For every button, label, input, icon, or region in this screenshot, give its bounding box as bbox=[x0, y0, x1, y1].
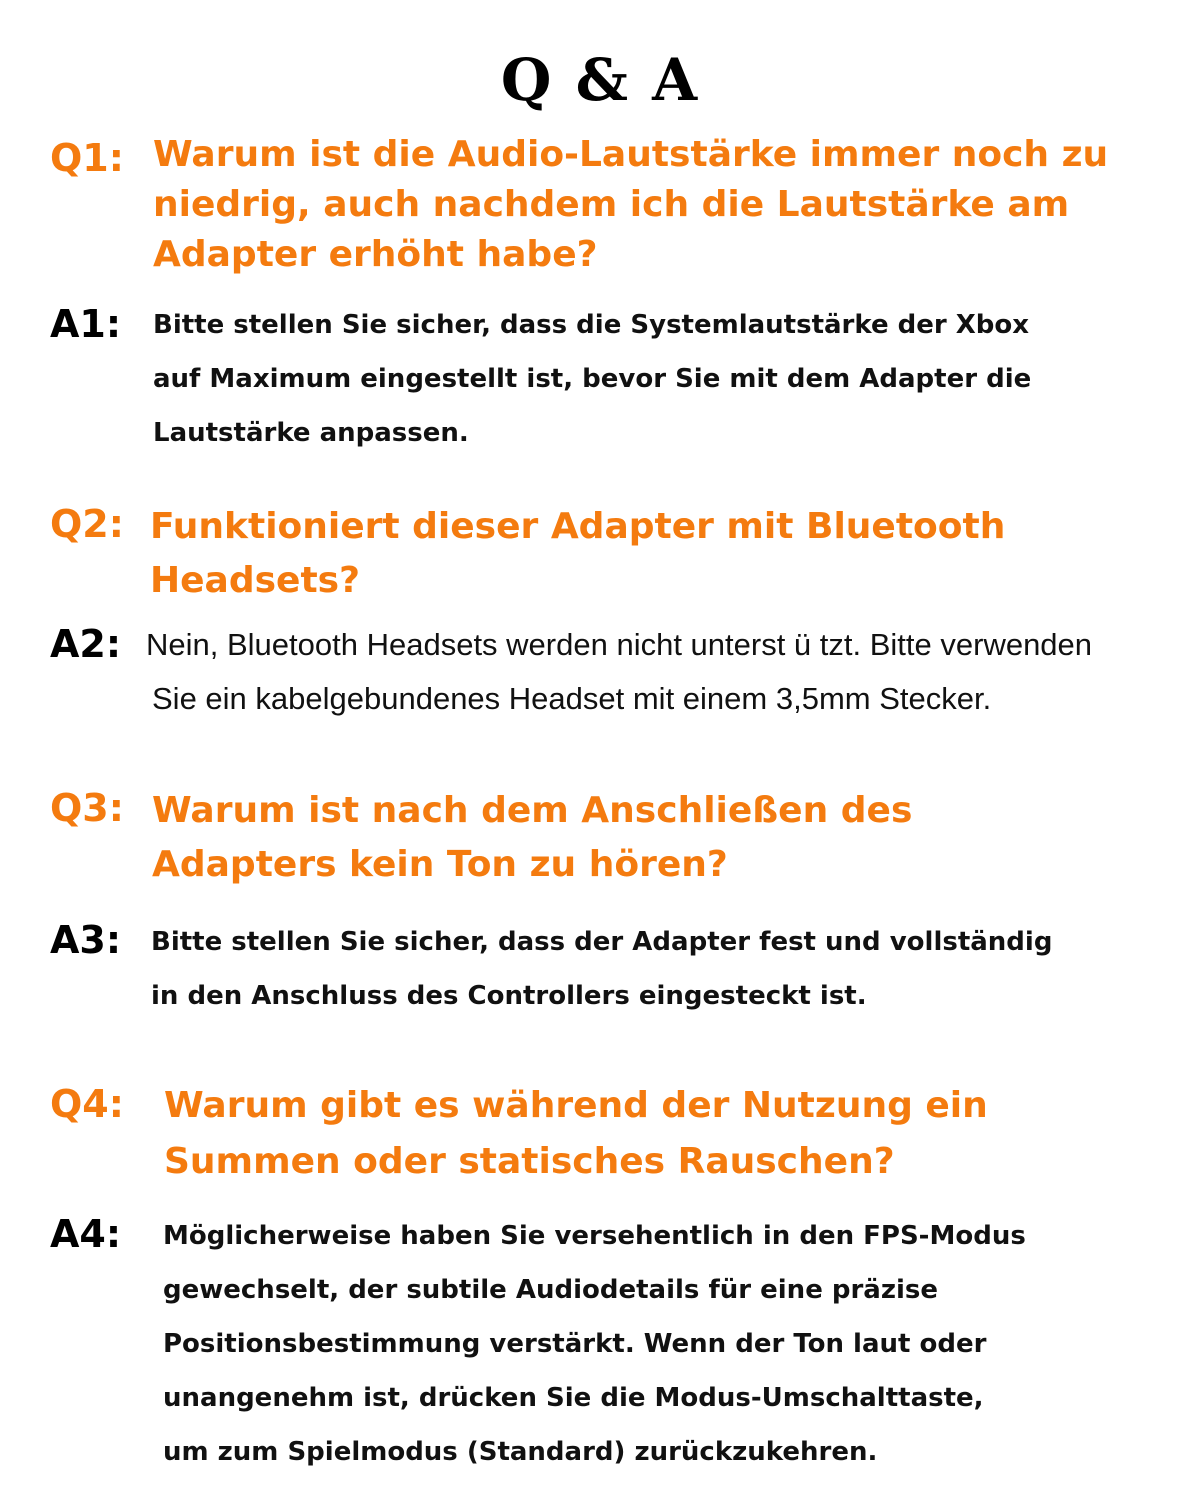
q2-question bbox=[150, 500, 1005, 608]
q2-question-line: Headsets? bbox=[150, 560, 360, 601]
a1-label: A1: bbox=[50, 302, 122, 346]
q3-question bbox=[152, 784, 912, 892]
q1-question bbox=[153, 130, 1108, 280]
q4-question-line: Summen oder statisches Rauschen? bbox=[164, 1141, 895, 1182]
a4-answer bbox=[163, 1209, 1026, 1479]
q1-label: Q1: bbox=[50, 136, 124, 180]
a3-answer-line: Bitte stellen Sie sicher, dass der Adapter fest und vollständig bbox=[151, 927, 1053, 957]
q3-question-line: Warum ist nach dem Anschließen des bbox=[152, 790, 913, 831]
a2-answer-line: Nein, Bluetooth Headsets werden nicht unterst ü tzt. Bitte verwenden bbox=[146, 627, 1093, 662]
a2-answer bbox=[146, 618, 1092, 726]
a4-answer-line: Positionsbestimmung verstärkt. Wenn der Ton laut oder bbox=[163, 1329, 987, 1359]
page-title: Q & A bbox=[500, 46, 700, 114]
q2-label: Q2: bbox=[50, 502, 124, 546]
a3-answer-line: in den Anschluss des Controllers eingesteckt ist. bbox=[151, 981, 867, 1011]
q4-label: Q4: bbox=[50, 1082, 124, 1126]
a4-answer-line: Möglicherweise haben Sie versehentlich in den FPS-Modus bbox=[163, 1221, 1026, 1251]
a3-answer bbox=[151, 915, 1052, 1023]
a2-answer-line: Sie ein kabelgebundenes Headset mit einem 3,5mm Stecker. bbox=[152, 681, 992, 716]
a1-answer-line: Bitte stellen Sie sicher, dass die Systemlautstärke der Xbox bbox=[153, 310, 1030, 340]
a4-label: A4: bbox=[50, 1212, 122, 1256]
q4-question-line: Warum gibt es während der Nutzung ein bbox=[164, 1085, 988, 1126]
q1-question-line: Adapter erhöht habe? bbox=[153, 234, 598, 275]
a3-label: A3: bbox=[50, 918, 122, 962]
a1-answer bbox=[153, 298, 1031, 460]
q2-question-line: Funktioniert dieser Adapter mit Bluetooth bbox=[150, 506, 1006, 547]
a4-answer-line: um zum Spielmodus (Standard) zurückzukehren. bbox=[163, 1437, 878, 1467]
q1-question-line: niedrig, auch nachdem ich die Lautstärke am bbox=[153, 184, 1070, 225]
a4-answer-line: gewechselt, der subtile Audiodetails für eine präzise bbox=[163, 1275, 939, 1305]
q3-question-line: Adapters kein Ton zu hören? bbox=[152, 844, 728, 885]
a4-answer-line: unangenehm ist, drücken Sie die Modus-Umschalttaste, bbox=[163, 1383, 984, 1413]
a1-answer-line: Lautstärke anpassen. bbox=[153, 418, 469, 448]
a1-answer-line: auf Maximum eingestellt ist, bevor Sie mit dem Adapter die bbox=[153, 364, 1032, 394]
a2-label: A2: bbox=[50, 622, 122, 666]
q4-question bbox=[164, 1078, 988, 1190]
q3-label: Q3: bbox=[50, 786, 124, 830]
q1-question-line: Warum ist die Audio-Lautstärke immer noch zu bbox=[153, 134, 1109, 175]
